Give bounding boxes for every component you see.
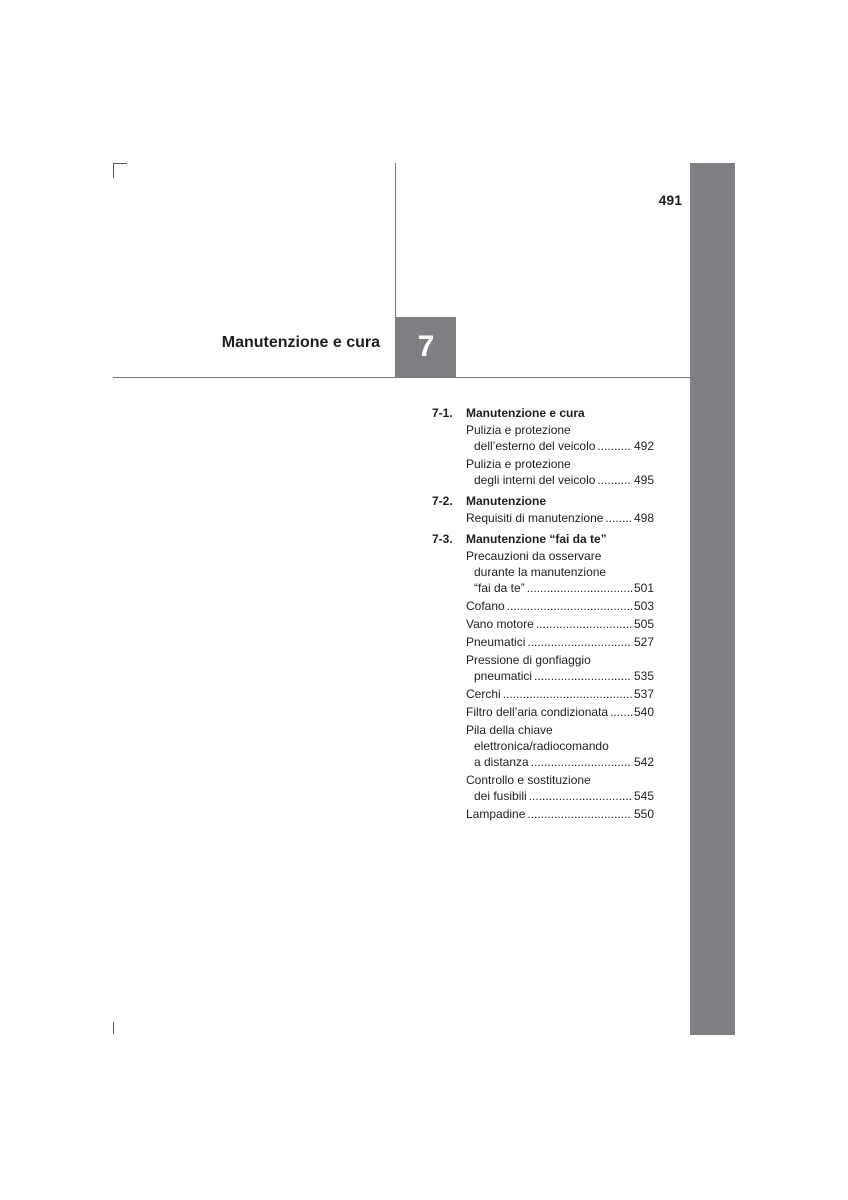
toc-entry-page: 503 bbox=[633, 599, 654, 613]
toc-entry-page: 501 bbox=[633, 581, 654, 595]
leader-dots bbox=[527, 580, 632, 596]
toc-entry-title: Vano motore bbox=[466, 617, 534, 631]
leader-dots bbox=[527, 806, 632, 822]
toc-entry-leader-line bbox=[466, 438, 654, 454]
leader-dots bbox=[531, 754, 632, 770]
toc-entry-page: 537 bbox=[633, 687, 654, 701]
toc-entry-line: elettronica/radiocomando bbox=[474, 739, 609, 753]
table-of-contents bbox=[432, 405, 654, 824]
toc-entry-page: 535 bbox=[633, 669, 654, 683]
toc-entry-leader-line bbox=[466, 754, 654, 770]
chapter-side-tab bbox=[690, 163, 735, 1035]
toc-entry[interactable] bbox=[466, 686, 654, 702]
toc-entry-page: 550 bbox=[633, 807, 654, 821]
toc-entry-leader-line bbox=[466, 598, 654, 614]
toc-entry-title: Lampadine bbox=[466, 807, 526, 821]
toc-entry[interactable] bbox=[466, 510, 654, 526]
toc-entry-line: Pressione di gonfiaggio bbox=[466, 653, 591, 667]
toc-entry-line: Precauzioni da osservare bbox=[466, 549, 602, 563]
toc-entry-leader-line bbox=[466, 704, 654, 720]
toc-section-heading[interactable] bbox=[432, 531, 654, 547]
toc-entry-page: 542 bbox=[633, 755, 654, 769]
toc-entry-leader-line bbox=[466, 580, 654, 596]
toc-entry-leader-line bbox=[466, 472, 654, 488]
crop-mark-top-left-v bbox=[113, 163, 114, 178]
leader-dots bbox=[597, 438, 632, 454]
leader-dots bbox=[503, 686, 632, 702]
toc-section-number: 7-3. bbox=[432, 532, 453, 546]
leader-dots bbox=[610, 704, 632, 720]
horizontal-rule bbox=[113, 377, 691, 378]
toc-entry-title: Pneumatici bbox=[466, 635, 526, 649]
toc-entry-leader-line bbox=[466, 806, 654, 822]
toc-entry-title: dell’esterno del veicolo bbox=[474, 439, 596, 453]
toc-entry-page: 492 bbox=[633, 439, 654, 453]
toc-entry-page: 540 bbox=[633, 705, 654, 719]
toc-entry[interactable] bbox=[466, 652, 654, 684]
chapter-number: 7 bbox=[417, 330, 435, 363]
toc-entry-page: 527 bbox=[633, 635, 654, 649]
toc-entry-title: dei fusibili bbox=[474, 789, 527, 803]
toc-section-heading[interactable] bbox=[432, 493, 654, 509]
toc-entry-title: “fai da te” bbox=[474, 581, 525, 595]
toc-entry[interactable] bbox=[466, 806, 654, 822]
toc-entry[interactable] bbox=[466, 722, 654, 770]
page-number: 491 bbox=[658, 192, 682, 208]
leader-dots bbox=[536, 616, 632, 632]
toc-entry-leader-line bbox=[466, 634, 654, 650]
toc-section-heading[interactable] bbox=[432, 405, 654, 421]
toc-entry-leader-line bbox=[466, 668, 654, 684]
toc-entry-page: 495 bbox=[633, 473, 654, 487]
toc-section-number: 7-1. bbox=[432, 406, 453, 420]
toc-entry-line: durante la manutenzione bbox=[474, 565, 607, 579]
crop-mark-bottom-left bbox=[113, 1022, 114, 1034]
toc-section-number: 7-2. bbox=[432, 494, 453, 508]
toc-entry-title: degli interni del veicolo bbox=[474, 473, 596, 487]
toc-entry-leader-line bbox=[466, 510, 654, 526]
toc-entry-leader-line bbox=[466, 616, 654, 632]
toc-entry-page: 498 bbox=[633, 511, 654, 525]
leader-dots bbox=[507, 598, 632, 614]
toc-section-title: Manutenzione “fai da te” bbox=[466, 532, 607, 546]
toc-section-title: Manutenzione e cura bbox=[466, 406, 585, 420]
toc-entry-leader-line bbox=[466, 686, 654, 702]
leader-dots bbox=[534, 668, 632, 684]
toc-entry-line: Pila della chiave bbox=[466, 723, 553, 737]
crop-mark-top-left-h bbox=[113, 163, 127, 164]
leader-dots bbox=[529, 788, 632, 804]
toc-entry-title: pneumatici bbox=[474, 669, 533, 683]
leader-dots bbox=[605, 510, 632, 526]
toc-entry-title: a distanza bbox=[474, 755, 529, 769]
leader-dots bbox=[527, 634, 632, 650]
toc-entry-line: Pulizia e protezione bbox=[466, 423, 571, 437]
toc-entry[interactable] bbox=[466, 704, 654, 720]
leader-dots bbox=[597, 472, 632, 488]
toc-entry-leader-line bbox=[466, 788, 654, 804]
toc-entry[interactable] bbox=[466, 422, 654, 454]
toc-entry-title: Cerchi bbox=[466, 687, 501, 701]
toc-entry-page: 505 bbox=[633, 617, 654, 631]
toc-entry-line: Controllo e sostituzione bbox=[466, 773, 591, 787]
toc-entry-line: Pulizia e protezione bbox=[466, 457, 571, 471]
toc-entry-title: Filtro dell’aria condizionata bbox=[466, 705, 609, 719]
toc-entry-title: Requisiti di manutenzione bbox=[466, 511, 604, 525]
toc-entry[interactable] bbox=[466, 772, 654, 804]
toc-entry[interactable] bbox=[466, 634, 654, 650]
toc-section-title: Manutenzione bbox=[466, 494, 546, 508]
toc-entry[interactable] bbox=[466, 456, 654, 488]
toc-entry[interactable] bbox=[466, 616, 654, 632]
toc-entry-title: Cofano bbox=[466, 599, 505, 613]
toc-entry-page: 545 bbox=[633, 789, 654, 803]
chapter-number-box bbox=[396, 317, 456, 377]
toc-entry[interactable] bbox=[466, 598, 654, 614]
toc-entry[interactable] bbox=[466, 548, 654, 596]
chapter-title: Manutenzione e cura bbox=[221, 334, 380, 351]
